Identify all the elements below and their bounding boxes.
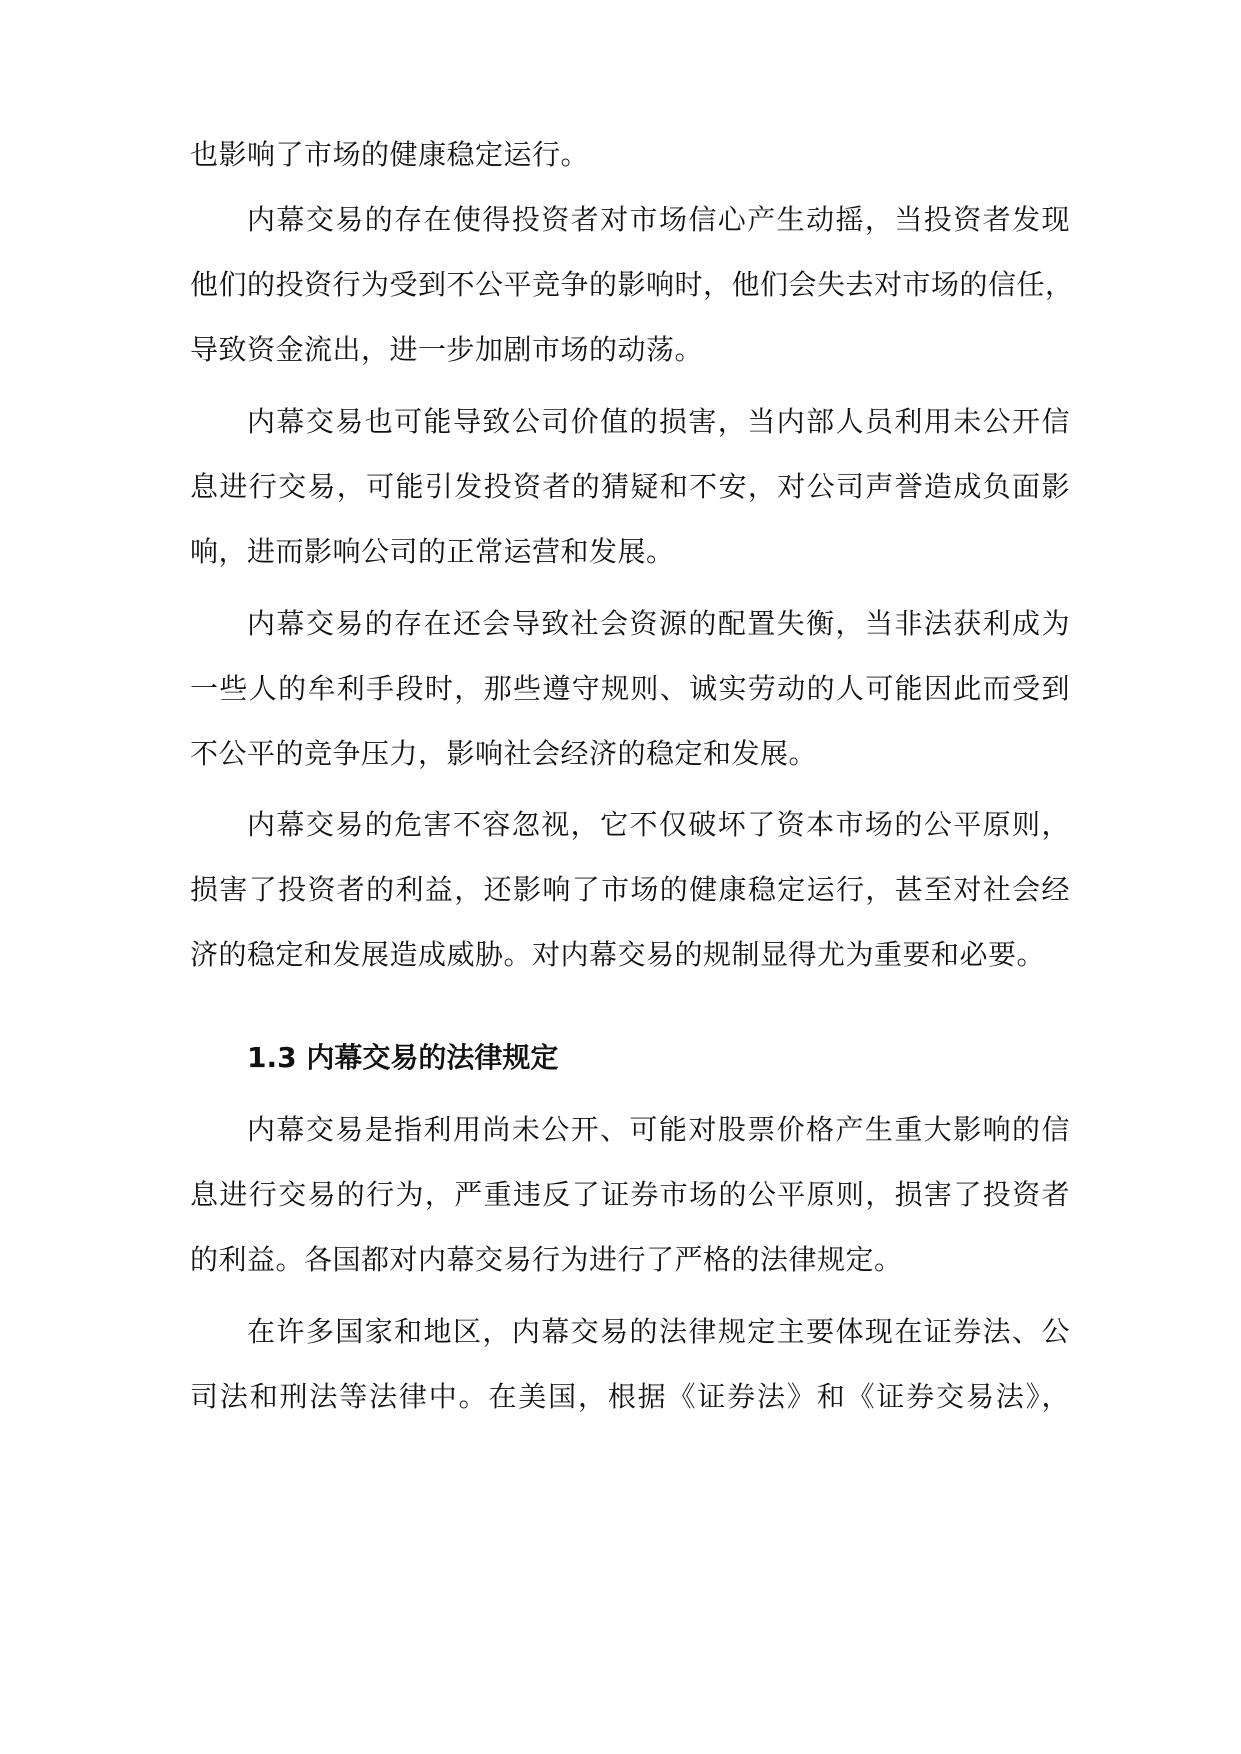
paragraph-line: 内幕交易的危害不容忽视，它不仅破坏了资本市场的公平原则， [247,808,1070,841]
document-page [190,0,1074,1754]
paragraph-line: 一些人的牟利手段时，那些遵守规则、诚实劳动的人可能因此而受到 [190,672,1070,705]
paragraph-line: 不公平的竞争压力，影响社会经济的稳定和发展。 [190,737,818,770]
section-heading: 1.3 内幕交易的法律规定 [247,1041,559,1074]
paragraph-line: 息进行交易，可能引发投资者的猜疑和不安，对公司声誉造成负面影 [190,470,1070,503]
paragraph-line: 响，进而影响公司的正常运营和发展。 [190,535,675,568]
paragraph-line: 内幕交易的存在使得投资者对市场信心产生动摇，当投资者发现 [247,203,1070,236]
paragraph-line: 内幕交易也可能导致公司价值的损害，当内部人员利用未公开信 [247,405,1070,438]
paragraph-line: 内幕交易的存在还会导致社会资源的配置失衡，当非法获利成为 [247,607,1070,640]
paragraph-line: 在许多国家和地区，内幕交易的法律规定主要体现在证券法、公 [247,1315,1070,1348]
paragraph-line: 他们的投资行为受到不公平竞争的影响时，他们会失去对市场的信任， [190,268,1074,301]
paragraph-line: 损害了投资者的利益，还影响了市场的健康稳定运行，甚至对社会经 [190,873,1070,906]
paragraph-line: 导致资金流出，进一步加剧市场的动荡。 [190,333,704,366]
paragraph-line: 息进行交易的行为，严重违反了证券市场的公平原则，损害了投资者 [190,1178,1070,1211]
paragraph-line: 内幕交易是指利用尚未公开、可能对股票价格产生重大影响的信 [247,1113,1070,1146]
paragraph-line: 也影响了市场的健康稳定运行。 [190,138,590,171]
paragraph-line: 的利益。各国都对内幕交易行为进行了严格的法律规定。 [190,1243,903,1276]
paragraph-line: 济的稳定和发展造成威胁。对内幕交易的规制显得尤为重要和必要。 [190,938,1046,971]
paragraph-line: 司法和刑法等法律中。在美国，根据《证券法》和《证券交易法》， [190,1380,1070,1413]
